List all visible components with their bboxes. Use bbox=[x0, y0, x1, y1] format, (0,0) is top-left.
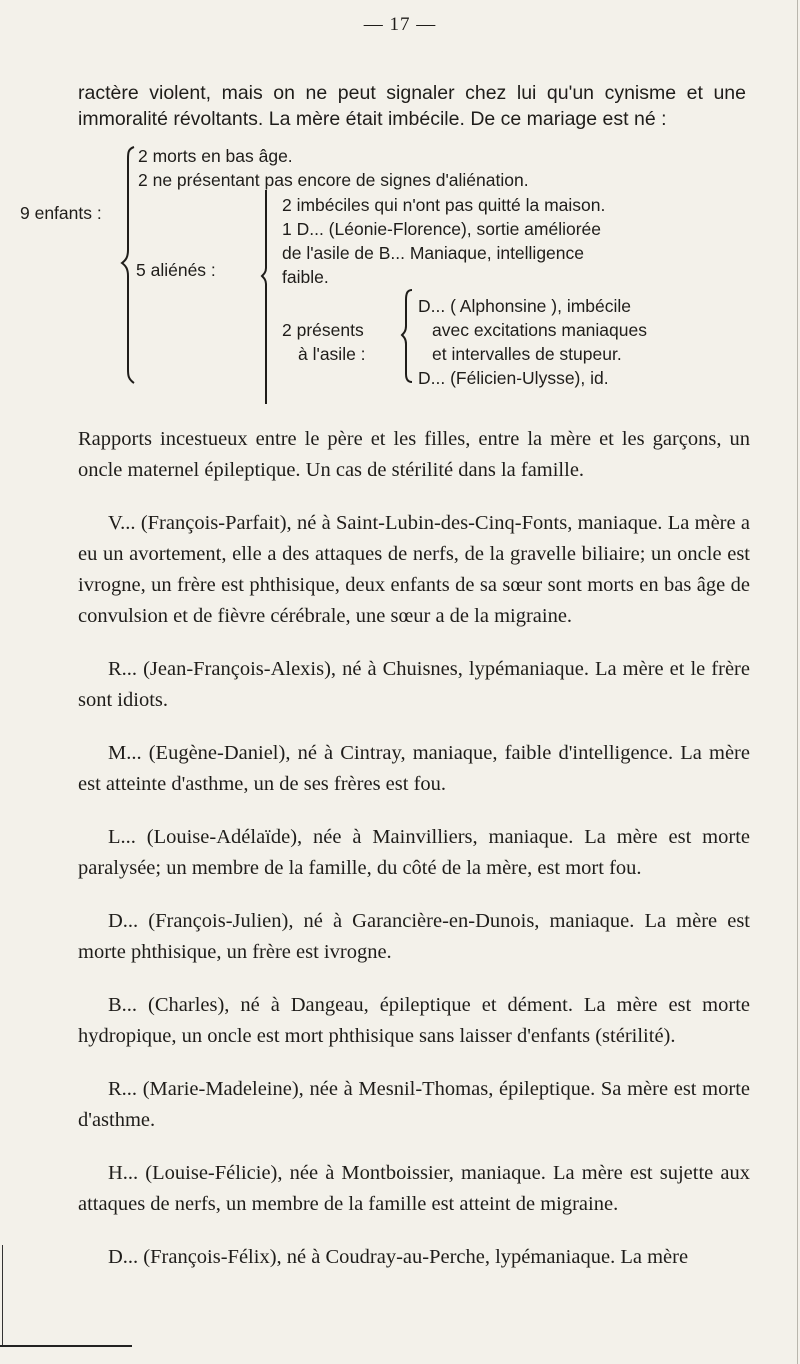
intro-line-1: ractère violent, mais on ne peut signaler chez lui qu'un cynisme et une bbox=[78, 82, 746, 104]
paragraph: D... (François-Julien), né à Garancière-en-Dunois, maniaque. La mère est morte phthisique, un frère est ivrogne. bbox=[78, 910, 750, 963]
brace-presents bbox=[400, 288, 414, 384]
tree-line-1: 2 morts en bas âge. bbox=[138, 146, 293, 166]
page-number: — 17 — bbox=[363, 14, 437, 35]
tree-root-label: 9 enfants : bbox=[20, 203, 102, 223]
tree-person-1b: avec excitations maniaques bbox=[432, 320, 647, 340]
paragraph: Rapports incestueux entre le père et les filles, entre la mère et les garçons, un oncle maternel épileptique. Un cas de stérilité dans la famille. bbox=[78, 428, 750, 481]
tree-sub-2a: 1 D... (Léonie-Florence), sortie améliorée bbox=[282, 219, 602, 239]
page-edge-mark bbox=[2, 1245, 3, 1347]
page-edge-rule bbox=[0, 1345, 132, 1347]
intro-line-2: immoralité révoltants. La mère était imbécile. De ce mariage est né : bbox=[78, 108, 667, 130]
tree-sub-2b: de l'asile de B... Maniaque, intelligence bbox=[282, 243, 585, 263]
paragraph: L... (Louise-Adélaïde), née à Mainvilliers, maniaque. La mère est morte paralysée; un membre de la famille, du côté de la mère, est mort fou. bbox=[78, 826, 750, 879]
paragraph: D... (François-Félix), né à Coudray-au-Perche, lypémaniaque. La mère bbox=[108, 1246, 689, 1268]
tree-person-1a: D... ( Alphonsine ), imbécile bbox=[418, 296, 632, 316]
paragraph: V... (François-Parfait), né à Saint-Lubin-des-Cinq-Fonts, maniaque. La mère a eu un avortement, elle a des attaques de nerfs, de la gravelle biliaire; un oncle est ivrogne, un frère est phthisique, deux enfants de sa sœur sont morts en bas âge de convulsion et de fièvre cérébrale, une sœur a de la migraine. bbox=[78, 512, 750, 627]
tree-presents-1: 2 présents bbox=[282, 320, 364, 340]
brace-alienes bbox=[256, 188, 272, 408]
page-right-edge bbox=[797, 0, 798, 1364]
paragraph: B... (Charles), né à Dangeau, épileptique et dément. La mère est morte hydropique, un oncle est mort phthisique sans laisser d'enfants (stérilité). bbox=[78, 994, 750, 1047]
paragraph: H... (Louise-Félicie), née à Montboissier, maniaque. La mère est sujette aux attaques de nerfs, un membre de la famille est atteint de migraine. bbox=[78, 1162, 750, 1215]
main-text bbox=[78, 424, 750, 1295]
tree-sub-2c: faible. bbox=[282, 267, 329, 287]
tree-presents-2: à l'asile : bbox=[298, 344, 366, 364]
genealogy-tree bbox=[0, 0, 800, 420]
paragraph: M... (Eugène-Daniel), né à Cintray, maniaque, faible d'intelligence. La mère est atteinte d'asthme, un de ses frères est fou. bbox=[78, 742, 750, 795]
paragraph: R... (Jean-François-Alexis), né à Chuisnes, lypémaniaque. La mère et le frère sont idiots. bbox=[78, 658, 750, 711]
paragraph: R... (Marie-Madeleine), née à Mesnil-Thomas, épileptique. Sa mère est morte d'asthme. bbox=[78, 1078, 750, 1131]
tree-alienes-label: 5 aliénés : bbox=[136, 260, 216, 280]
tree-sub-1: 2 imbéciles qui n'ont pas quitté la maison. bbox=[282, 195, 606, 215]
tree-line-2: 2 ne présentant pas encore de signes d'aliénation. bbox=[138, 170, 529, 190]
tree-person-1c: et intervalles de stupeur. bbox=[432, 344, 622, 364]
tree-person-2: D... (Félicien-Ulysse), id. bbox=[418, 368, 609, 388]
